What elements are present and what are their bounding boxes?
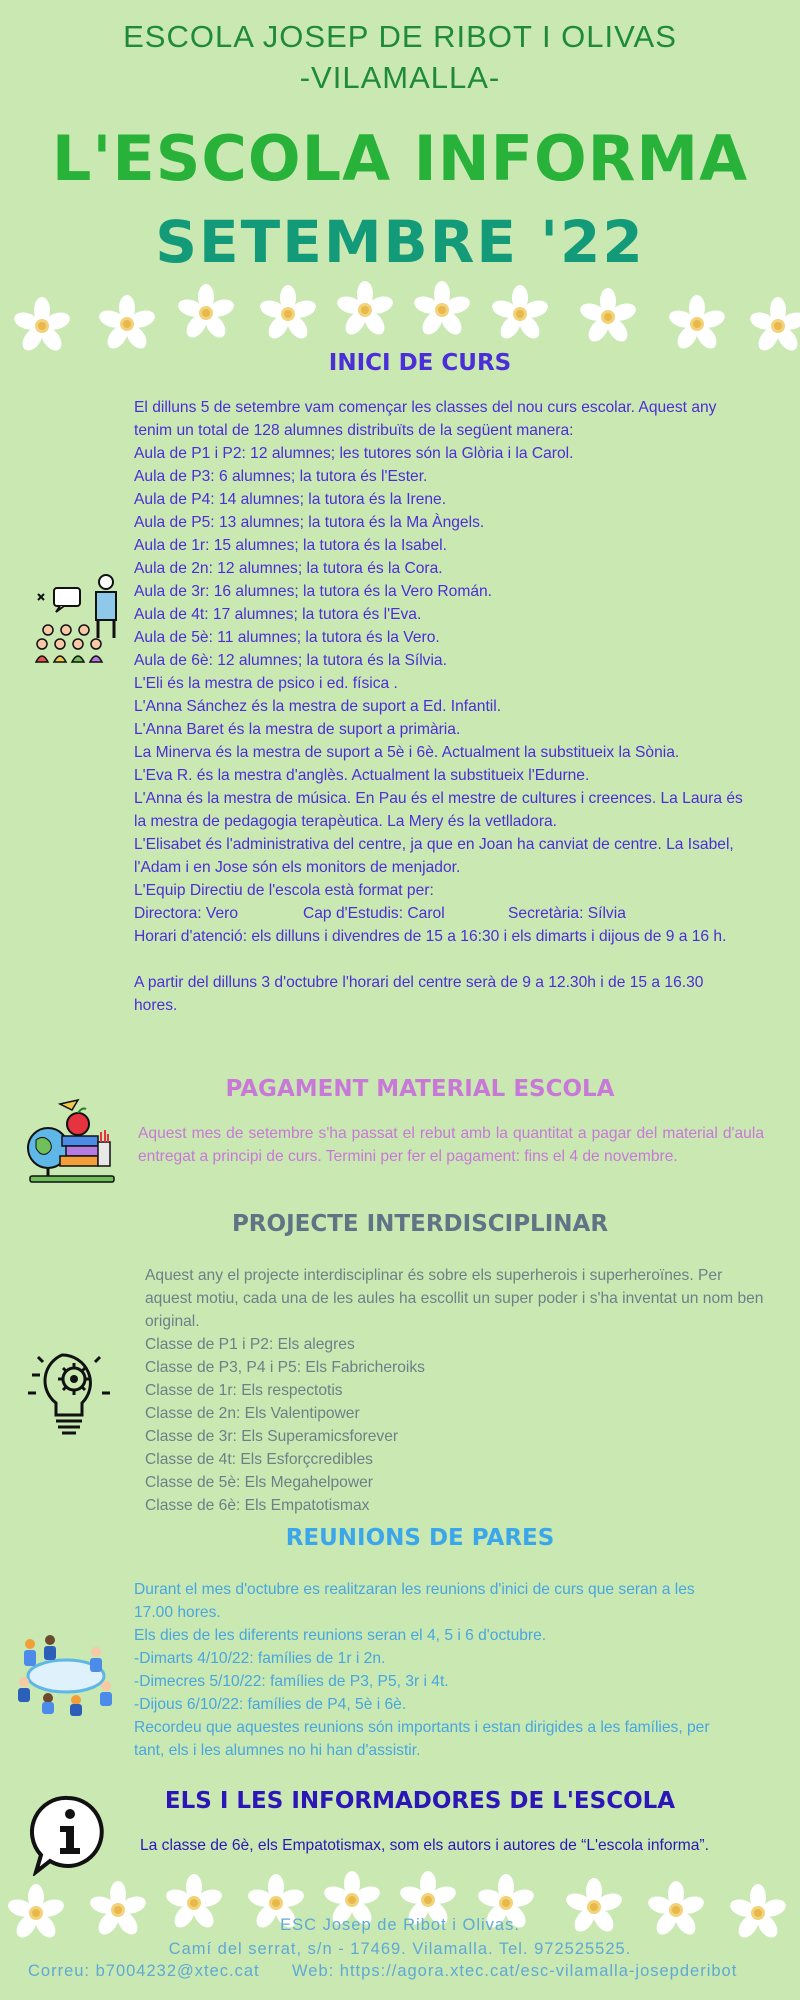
flower-icon	[667, 294, 727, 354]
inici-line: la mestra de pedagogia terapèutica. La Mery és la vetlladora.	[134, 813, 558, 830]
inici-body	[134, 396, 766, 1017]
projecte-class: Classe de 5è: Els Megahelpower	[145, 1474, 373, 1491]
projecte-class: Classe de 6è: Els Empatotismax	[145, 1497, 370, 1514]
projecte-class: Classe de P3, P4 i P5: Els Fabricheroiks	[145, 1359, 425, 1376]
reunions-line: Recordeu que aquestes reunions són importants i estan dirigides a les famílies, per	[134, 1719, 710, 1736]
projecte-class: Classe de 2n: Els Valentipower	[145, 1405, 360, 1422]
inici-line: Aula de 6è: 12 alumnes; la tutora és la Sílvia.	[134, 652, 447, 669]
inici-line: El dilluns 5 de setembre vam començar les classes del nou curs escolar. Aquest any	[134, 399, 717, 416]
informadors-body	[140, 1834, 780, 1857]
reunions-line: 17.00 hores.	[134, 1604, 221, 1621]
town-name: -VILAMALLA-	[299, 60, 501, 95]
october-schedule: A partir del dilluns 3 d'octubre l'horari del centre serà de 9 a 12.30h i de 15 a 16.30	[134, 974, 704, 991]
inici-line: Aula de P1 i P2: 12 alumnes; les tutores són la Glòria i la Carol.	[134, 445, 574, 462]
inici-line: Aula de 3r: 16 alumnes; la tutora és la Vero Román.	[134, 583, 492, 600]
flower-icon	[176, 283, 236, 343]
meeting-table-icon	[14, 1630, 118, 1716]
footer-web-link[interactable]: Web: https://agora.xtec.cat/esc-vilamalla-josepderibot	[292, 1962, 738, 1980]
flower-icon	[258, 284, 318, 344]
inici-line: L'Eli és la mestra de psico i ed. física .	[134, 675, 398, 692]
reunions-line: -Dimarts 4/10/22: famílies de 1r i 2n.	[134, 1650, 386, 1667]
inici-line: Aula de 4t: 17 alumnes; la tutora és l'Eva.	[134, 606, 422, 623]
flower-icon	[335, 280, 395, 340]
inici-line: L'Eva R. és la mestra d'anglès. Actualment la substitueix l'Edurne.	[134, 767, 590, 784]
office-hours: Horari d'atenció: els dilluns i divendres de 15 a 16:30 i els dimarts i dijous de 9 a 16 h.	[134, 928, 727, 945]
lightbulb-gear-icon	[22, 1345, 114, 1437]
teacher-class-icon	[34, 572, 126, 664]
inici-line: Aula de 2n: 12 alumnes; la tutora és la Cora.	[134, 560, 443, 577]
inici-line: L'Anna Sánchez és la mestra de suport a Ed. Infantil.	[134, 698, 502, 715]
pagament-body	[138, 1122, 764, 1168]
october-schedule-end: hores.	[134, 997, 178, 1014]
projecte-title: PROJECTE INTERDISCIPLINAR	[231, 1211, 609, 1237]
inici-line: Aula de 5è: 11 alumnes; la tutora és la Vero.	[134, 629, 440, 646]
school-name: ESCOLA JOSEP DE RIBOT I OLIVAS	[123, 19, 677, 54]
inici-line: L'Elisabet és l'administrativa del centre, ja que en Joan ha canviat de centre. La Isabel,	[134, 836, 734, 853]
informadors-text: La classe de 6è, els Empatotismax, som els autors i autores de “L'escola informa”.	[140, 1837, 709, 1854]
projecte-intro: Aquest any el projecte interdisciplinar és sobre els superherois i superheroïnes. Per aquest motiu, cada una de les aules ha escollit un super poder i s'ha inventat un nom ben original.	[145, 1267, 764, 1330]
role-head-of-studies: Cap d'Estudis: Carol	[303, 905, 445, 922]
flower-icon	[490, 284, 550, 344]
inici-line: Aula de P4: 14 alumnes; la tutora és la Irene.	[134, 491, 447, 508]
pagament-text: Aquest mes de setembre s'ha passat el rebut amb la quantitat a pagar del material d'aula entregat a principi de curs. Termini per fer el pagament: fins el 4 de novembre.	[138, 1125, 764, 1165]
role-director: Directora: Vero	[134, 905, 239, 922]
inici-title: INICI DE CURS	[328, 350, 512, 376]
reunions-line: -Dimecres 5/10/22: famílies de P3, P5, 3r i 4t.	[134, 1673, 449, 1690]
inici-line: Aula de 1r: 15 alumnes; la tutora és la Isabel.	[134, 537, 447, 554]
projecte-body	[145, 1264, 765, 1517]
page-subtitle: SETEMBRE '22	[155, 208, 645, 276]
reunions-line: tant, els i les alumnes no hi han d'assistir.	[134, 1742, 421, 1759]
flower-icon	[97, 294, 157, 354]
flower-icon	[12, 296, 72, 356]
inici-line: L'Anna Baret és la mestra de suport a primària.	[134, 721, 461, 738]
flower-icon	[412, 280, 472, 340]
inici-line: L'Equip Directiu de l'escola està format per:	[134, 882, 434, 899]
projecte-class: Classe de 1r: Els respectotis	[145, 1382, 343, 1399]
inici-line: Aula de P3: 6 alumnes; la tutora és l'Ester.	[134, 468, 428, 485]
globe-books-apple-icon	[20, 1098, 120, 1190]
footer-address: Camí del serrat, s/n - 17469. Vilamalla. Tel. 972525525.	[168, 1940, 632, 1958]
reunions-line: Durant el mes d'octubre es realitzaran les reunions d'inici de curs que seran a les	[134, 1581, 695, 1598]
role-secretary: Secretària: Sílvia	[508, 905, 626, 922]
reunions-title: REUNIONS DE PARES	[285, 1525, 555, 1551]
projecte-class: Classe de 4t: Els Esforçcredibles	[145, 1451, 373, 1468]
page-title: L'ESCOLA INFORMA	[51, 122, 749, 195]
flower-icon	[578, 287, 638, 347]
informadors-title: ELS I LES INFORMADORES DE L'ESCOLA	[164, 1788, 676, 1814]
flower-icon	[748, 296, 800, 356]
footer-school: ESC Josep de Ribot i Olivas.	[280, 1916, 520, 1934]
reunions-line: Els dies de les diferents reunions seran el 4, 5 i 6 d'octubre.	[134, 1627, 547, 1644]
reunions-line: -Dijous 6/10/22: famílies de P4, 5è i 6è.	[134, 1696, 407, 1713]
footer-email[interactable]: Correu: b7004232@xtec.cat	[28, 1962, 260, 1980]
inici-line: La Minerva és la mestra de suport a 5è i 6è. Actualment la substitueix la Sònia.	[134, 744, 680, 761]
spacer	[134, 948, 766, 971]
projecte-class: Classe de P1 i P2: Els alegres	[145, 1336, 355, 1353]
inici-line: tenim un total de 128 alumnes distribuïts de la següent manera:	[134, 422, 574, 439]
inici-line: l'Adam i en Jose són els monitors de menjador.	[134, 859, 461, 876]
reunions-body	[134, 1578, 764, 1762]
info-bubble-icon	[30, 1794, 106, 1876]
pagament-title: PAGAMENT MATERIAL ESCOLA	[225, 1076, 615, 1102]
inici-line: L'Anna és la mestra de música. En Pau és el mestre de cultures i creences. La Laura és	[134, 790, 743, 807]
directive-roles	[134, 902, 766, 925]
projecte-class: Classe de 3r: Els Superamicsforever	[145, 1428, 399, 1445]
inici-line: Aula de P5: 13 alumnes; la tutora és la Ma Àngels.	[134, 514, 485, 531]
